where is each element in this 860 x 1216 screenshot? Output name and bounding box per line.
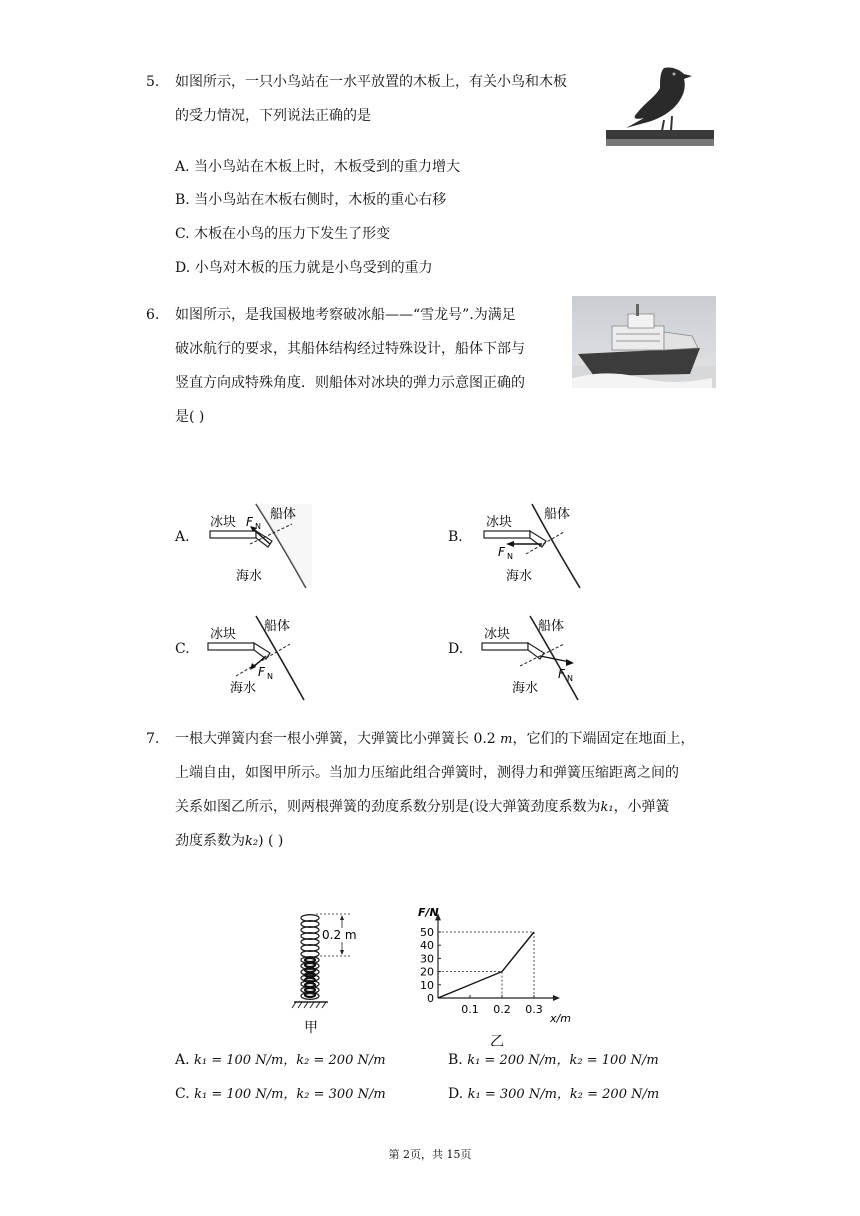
force-label: F (498, 545, 505, 559)
x-tick-label: 0.2 (493, 1003, 511, 1016)
force-label: F (246, 515, 253, 529)
y-tick-label: 50 (420, 926, 434, 939)
option-text: 小鸟对木板的压力就是小鸟受到的重力 (194, 260, 433, 276)
option-key: B. (175, 192, 190, 208)
option-key: C. (175, 226, 190, 242)
ice-label: 冰块 (210, 515, 237, 530)
x-tick-label: 0.1 (461, 1003, 479, 1016)
force-subscript: N (567, 674, 573, 683)
sea-label: 海水 (230, 681, 257, 696)
option-d[interactable]: D. (448, 641, 464, 657)
x-tick-label: 0.3 (525, 1003, 543, 1016)
force-distance-chart (408, 900, 584, 1046)
hull-label: 船体 (264, 619, 291, 634)
series-line (438, 932, 534, 998)
option-d[interactable] (448, 1083, 659, 1102)
question-text-line: 如图所示，是我国极地考察破冰船——“雪龙号”.为满足 (175, 307, 516, 323)
page-footer: 第 2页，共 15页 (388, 1148, 472, 1161)
option-key: D. (175, 260, 191, 276)
option-b-diagram (474, 498, 586, 592)
dimension-label: 0.2 m (322, 928, 357, 942)
spring-figure-jia (286, 904, 366, 1046)
x-axis-arrow (553, 995, 560, 1001)
y-tick-label: 30 (420, 952, 434, 966)
figure-caption: 乙 (490, 1034, 504, 1046)
question-text-line: 劲度系数为k₂) ( ) (175, 833, 284, 849)
option-key: C. (175, 1086, 190, 1102)
sea-label: 海水 (236, 569, 263, 584)
option-d-diagram (474, 610, 586, 704)
force-subscript: N (267, 672, 273, 681)
option-b[interactable] (448, 1049, 659, 1068)
question-text-line: 竖直方向成特殊角度．则船体对冰块的弹力示意图正确的 (175, 375, 525, 391)
y-axis-label: F/N (418, 906, 439, 919)
option-key: A. (175, 159, 190, 175)
sea-label: 海水 (512, 681, 539, 696)
question-text-line: 如图所示，一只小鸟站在一水平放置的木板上，有关小鸟和木板 (175, 74, 567, 90)
question-number: 7. (146, 731, 160, 747)
option-text: 木板在小鸟的压力下发生了形变 (194, 226, 391, 242)
option-b[interactable]: B. (448, 529, 463, 545)
question-number: 5. (146, 74, 160, 90)
ice-label: 冰块 (486, 515, 513, 530)
force-subscript: N (507, 552, 513, 561)
option-b[interactable] (175, 189, 446, 209)
bird-on-board-image (604, 62, 716, 148)
option-text: 当小鸟站在木板上时，木板受到的重力增大 (194, 159, 461, 175)
question-text-line: 关系如图乙所示，则两根弹簧的劲度系数分别是(设大弹簧劲度系数为k₁，小弹簧 (175, 799, 670, 815)
y-tick-label: 0 (427, 992, 434, 1005)
option-c[interactable] (175, 1083, 386, 1102)
option-text: 当小鸟站在木板右侧时，木板的重心右移 (194, 192, 447, 208)
x-axis-label: x/m (550, 1012, 571, 1025)
y-tick-label: 20 (420, 965, 434, 979)
question-number: 6. (146, 307, 160, 323)
option-text: k₁ = 300 N/m，k₂ = 200 N/m (467, 1087, 660, 1102)
force-label: F (558, 667, 565, 681)
y-tick-label: 10 (420, 978, 434, 992)
option-c[interactable]: C. (175, 641, 190, 657)
icebreaker-ship-image (572, 296, 716, 388)
option-a[interactable] (175, 156, 460, 176)
question-text-line: 的受力情况，下列说法正确的是 (175, 108, 371, 124)
question-text-line: 破冰航行的要求，其船体结构经过特殊设计，船体下部与 (175, 341, 525, 357)
force-subscript: N (255, 522, 261, 531)
option-c[interactable] (175, 223, 390, 243)
option-key: B. (448, 1052, 463, 1068)
hull-label: 船体 (270, 507, 297, 522)
question-text-line: 上端自由，如图甲所示。当加力压缩此组合弹簧时，测得力和弹簧压缩距离之间的 (175, 765, 679, 781)
option-d[interactable] (175, 257, 433, 277)
option-key: D. (448, 1086, 464, 1102)
figure-caption: 甲 (304, 1020, 318, 1036)
option-text: k₁ = 100 N/m，k₂ = 300 N/m (194, 1087, 386, 1102)
option-c-diagram (200, 610, 312, 704)
hull-label: 船体 (544, 507, 571, 522)
force-label: F (258, 665, 265, 679)
option-a[interactable]: A. (175, 529, 190, 545)
option-key: A. (175, 1052, 190, 1068)
ice-label: 冰块 (210, 627, 237, 642)
option-text: k₁ = 100 N/m，k₂ = 200 N/m (194, 1053, 386, 1068)
y-tick-label: 40 (420, 939, 434, 953)
option-text: k₁ = 200 N/m，k₂ = 100 N/m (467, 1053, 659, 1068)
option-a[interactable] (175, 1049, 386, 1068)
small-spring (305, 958, 315, 997)
question-text-line: 一根大弹簧内套一根小弹簧，大弹簧比小弹簧长 0.2 m，它们的下端固定在地面上， (175, 731, 695, 747)
sea-label: 海水 (506, 569, 533, 584)
ice-label: 冰块 (484, 627, 511, 642)
hull-label: 船体 (538, 619, 565, 634)
question-text-line: 是( ) (175, 409, 205, 425)
option-a-diagram (200, 498, 312, 592)
